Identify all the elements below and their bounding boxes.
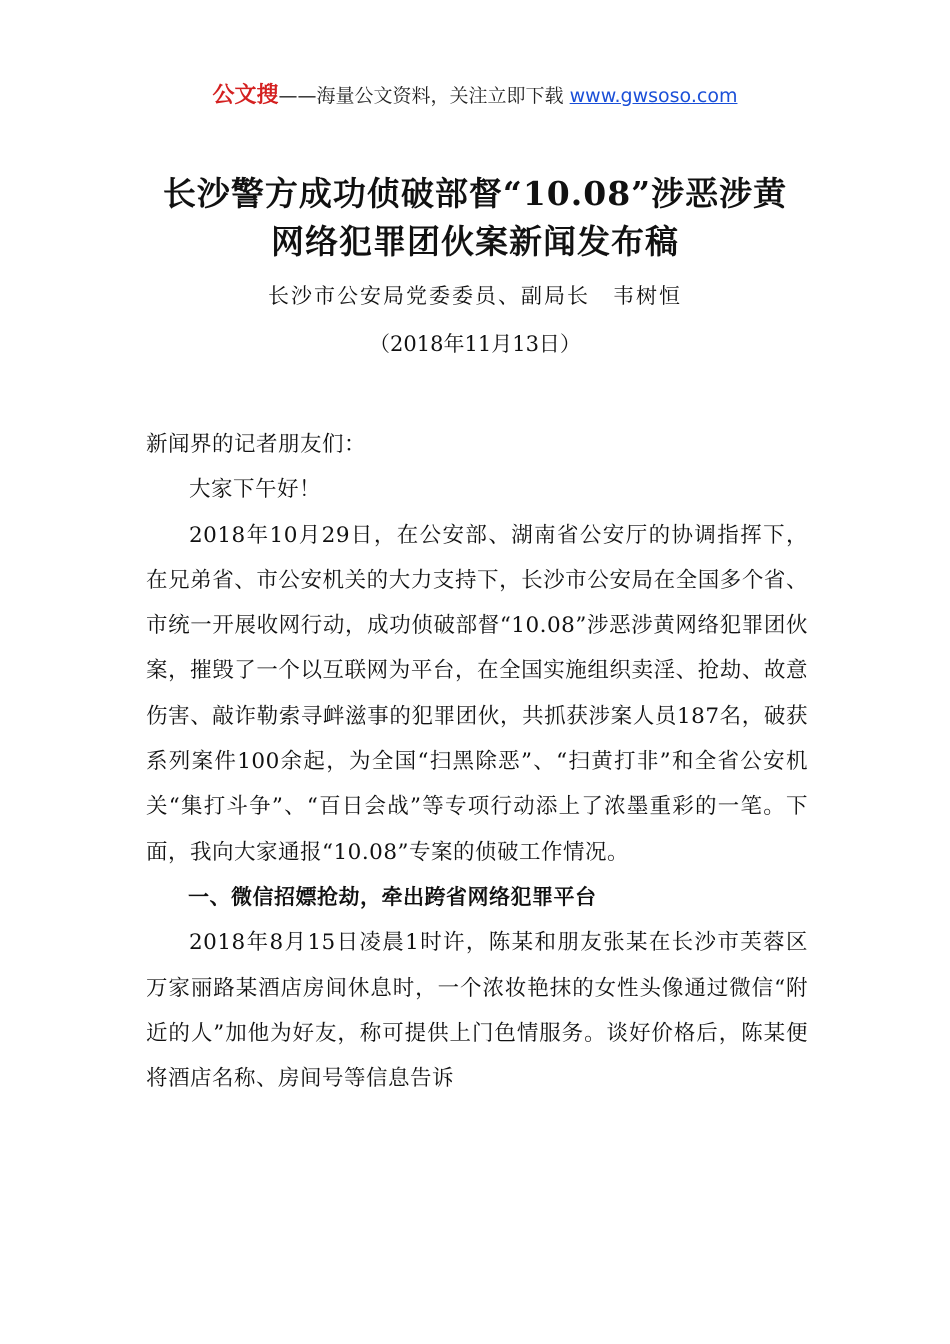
document-body <box>146 422 808 1101</box>
website-link[interactable]: www.gwsoso.com <box>569 85 738 107</box>
date-line: （2018年11月13日） <box>369 332 581 356</box>
salutation: 新闻界的记者朋友们： <box>146 432 367 457</box>
section-heading-1: 一、微信招嫖抢劫，牵出跨省网络犯罪平台 <box>188 884 597 909</box>
title-line-2: 网络犯罪团伙案新闻发布稿 <box>271 222 679 261</box>
author-line: 长沙市公安局党委委员、副局长 韦树恒 <box>268 284 682 308</box>
banner-tagline: ——海量公文资料，关注立即下载 <box>278 85 564 107</box>
paragraph-1: 2018年10月29日，在公安部、湖南省公安厅的协调指挥下，在兄弟省、市公安机关的大力支持下，长沙市公安局在全国多个省、市统一开展收网行动，成功侦破部督“10.08”涉恶涉黄网络犯罪团伙案，摧毁了一个以互联网为平台，在全国实施组织卖淫、抢劫、故意伤害、敲诈勒索寻衅滋事的犯罪团伙，共抓获涉案人员187名，破获系列案件100余起，为全国“扫黑除恶”、“扫黄打非”和全省公安机关“集打斗争”、“百日会战”等专项行动添上了浓墨重彩的一笔。下面，我向大家通报“10.08”专案的侦破工作情况。 <box>146 522 808 865</box>
paragraph-2: 2018年8月15日凌晨1时许，陈某和朋友张某在长沙市芙蓉区万家丽路某酒店房间休息时，一个浓妆艳抹的女性头像通过微信“附近的人”加他为好友，称可提供上门色情服务。谈好价格后，陈某便将酒店名称、房间号等信息告诉 <box>146 930 808 1092</box>
brand-name: 公文搜 <box>212 83 279 108</box>
greeting: 大家下午好！ <box>189 477 322 503</box>
source-banner <box>0 82 950 110</box>
title-line-1: 长沙警方成功侦破部督“10.08”涉恶涉黄 <box>162 174 788 213</box>
document-title <box>130 170 820 266</box>
